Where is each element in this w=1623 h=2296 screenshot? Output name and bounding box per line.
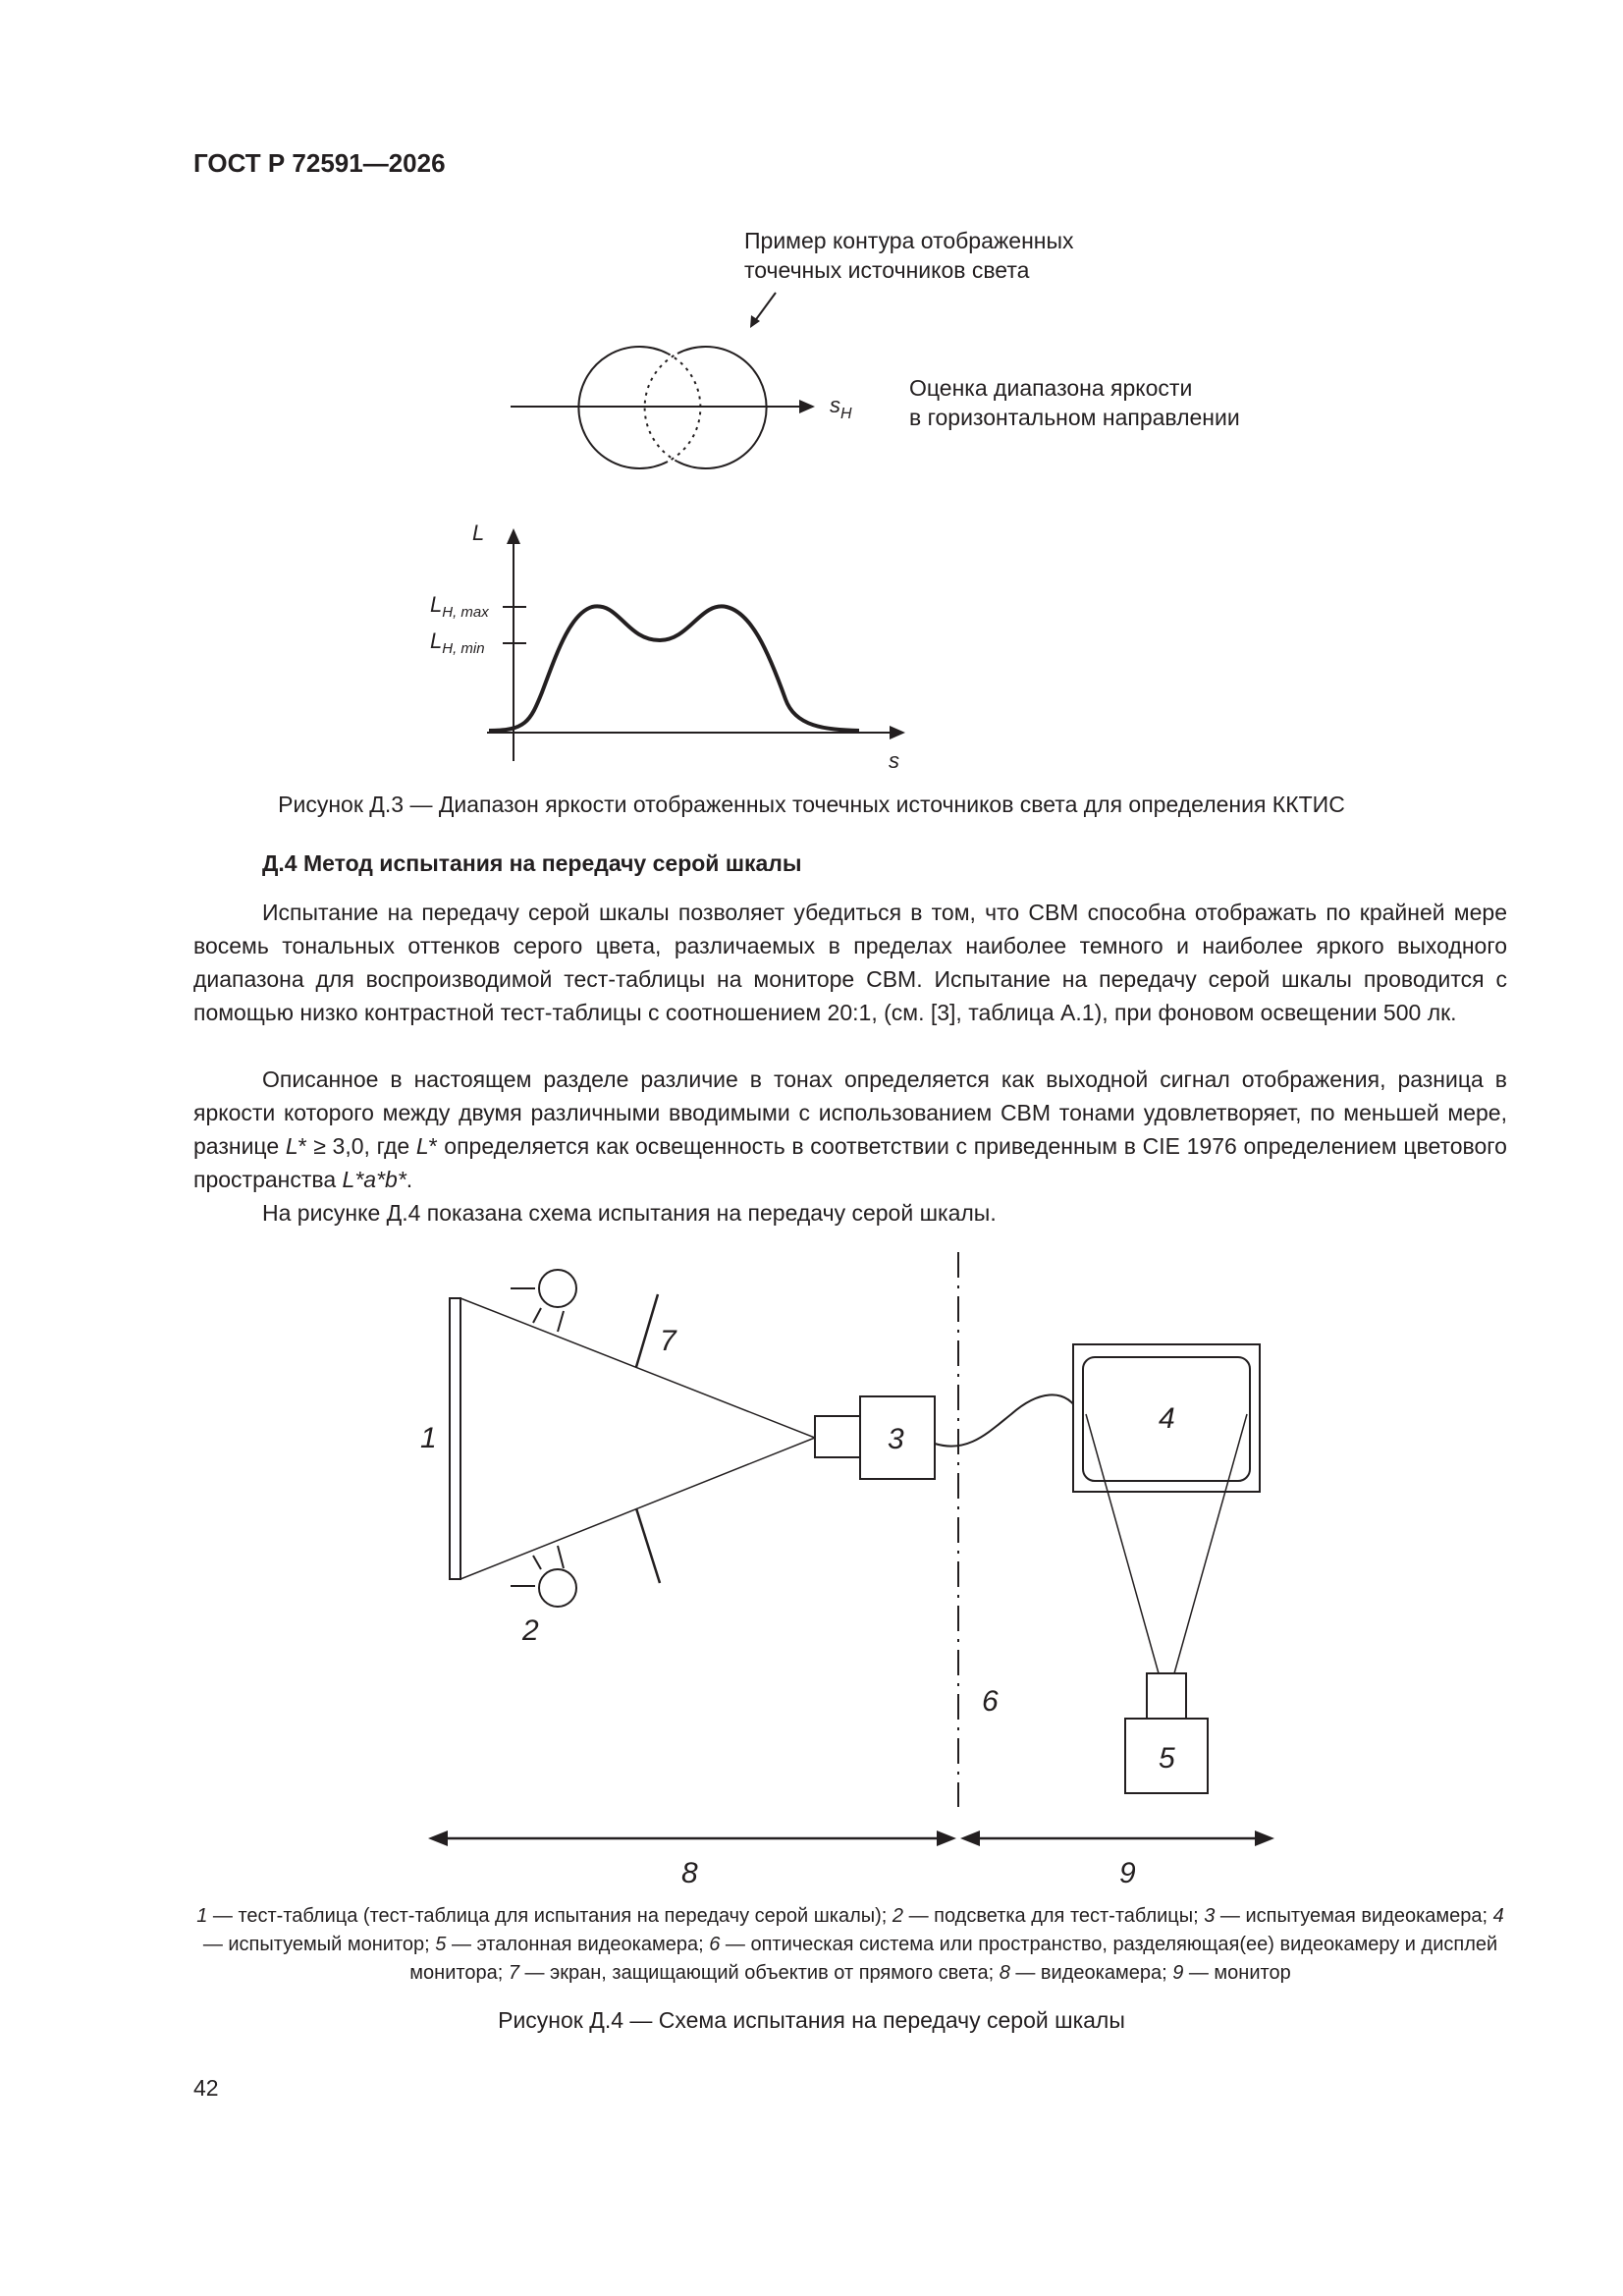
camera-span-arrow-right	[937, 1831, 956, 1846]
camera-lens	[815, 1416, 860, 1457]
fig3-annotation-line1: Пример контура отображенных	[744, 228, 1074, 253]
paragraph-2: Описанное в настоящем разделе различие в тонах определяется как выходной сигнал отображения, разница в яркости которого между двумя различными вводимыми с использованием СВМ тонами удовлетворяет, по меньшей мере, разнице L* ≥ 3,0, где L* определяется как освещенность в соответствии с приведенным в CIE 1976 определением цветового пространства L*a*b*.	[193, 1066, 1507, 1192]
fig3-s-axis-label: s	[889, 748, 899, 773]
fig3-estimate-line2: в горизонтальном направлении	[909, 405, 1240, 430]
fig3-lmax-label: $L_{H, max}$	[430, 592, 489, 621]
bottom-light-icon	[539, 1569, 576, 1607]
label-1: 1	[420, 1422, 437, 1454]
fig3-l-axis-arrow	[507, 528, 520, 544]
fig4-legend: 1 — тест-таблица (тест-таблица для испытания на передачу серой шкалы); 2 — подсветка для тест-таблицы; 3 — испытуемая видеокамера; 4 — испытуемый монитор; 5 — эталонная видеокамера; 6 — оптическая система или пространство, разделяющая(ее) видеокамеру и дисплей монитора; 7 — экран, защищающий объектив от прямого света; 8 — видеокамера; 9 — монитор	[196, 1905, 1504, 1984]
label-2: 2	[522, 1614, 539, 1647]
camera-span-arrow-left	[428, 1831, 448, 1846]
label-7: 7	[660, 1325, 676, 1357]
fig3-estimate-line1: Оценка диапазона яркости	[909, 375, 1193, 401]
fig3-l-axis-label: L	[472, 520, 485, 545]
fig4-caption: Рисунок Д.4 — Схема испытания на передачу серой шкалы	[498, 2007, 1125, 2033]
reference-camera-lens	[1147, 1673, 1186, 1719]
label-3: 3	[888, 1423, 904, 1455]
figure-d3	[0, 0, 1623, 845]
top-light-icon	[539, 1270, 576, 1307]
page-number: 42	[193, 2075, 219, 2101]
bottom-light-mark-3	[558, 1546, 564, 1568]
fig3-sh-label: $s_H$	[830, 393, 852, 422]
label-9: 9	[1119, 1857, 1136, 1889]
fig3-caption: Рисунок Д.3 — Диапазон яркости отображенных точечных источников света для определения ККТИС	[278, 792, 1345, 817]
document-header: ГОСТ Р 72591—2026	[193, 148, 446, 178]
monitor-span-arrow-left	[960, 1831, 980, 1846]
fig3-luminance-curve	[489, 606, 859, 731]
label-5: 5	[1159, 1742, 1175, 1775]
fig3-s-axis-arrow	[890, 726, 905, 739]
top-light-mark-2	[533, 1308, 541, 1323]
bottom-shield-screen	[636, 1508, 660, 1583]
fig3-annotation-line2: точечных источников света	[744, 257, 1030, 283]
video-cable	[935, 1394, 1080, 1446]
monitor-span-arrow-right	[1255, 1831, 1274, 1846]
bottom-light-mark-2	[533, 1556, 541, 1569]
fig3-lmin-label: $L_{H, min}$	[430, 629, 485, 657]
label-8: 8	[681, 1857, 698, 1889]
label-6: 6	[982, 1685, 999, 1718]
paragraph-3: На рисунке Д.4 показана схема испытания на передачу серой шкалы.	[262, 1200, 997, 1226]
paragraph-1: Испытание на передачу серой шкалы позволяет убедиться в том, что СВМ способна отображать по крайней мере восемь тональных оттенков серого цвета, различаемых в пределах наиболее темного и наиболее яркого выходного диапазона для воспроизводимой тест-таблицы на мониторе СВМ. Испытание на передачу серой шкалы проводится с помощью низко контрастной тест-таблицы с соотношением 20:1, (см. [3], таблица А.1), при фоновом освещении 500 лк.	[193, 900, 1507, 1025]
figure-d4-diagram	[0, 1237, 1623, 1905]
camera-view-cone	[460, 1298, 815, 1579]
label-4: 4	[1159, 1402, 1175, 1435]
test-chart	[450, 1298, 460, 1579]
top-light-mark-3	[558, 1311, 564, 1332]
fig3-annotation-arrow-line	[754, 293, 776, 322]
top-shield-screen	[636, 1294, 658, 1367]
fig3-drawing	[0, 0, 1623, 845]
section-title: Д.4 Метод испытания на передачу серой шкалы	[262, 850, 802, 876]
fig3-sh-axis-arrow	[799, 400, 815, 413]
